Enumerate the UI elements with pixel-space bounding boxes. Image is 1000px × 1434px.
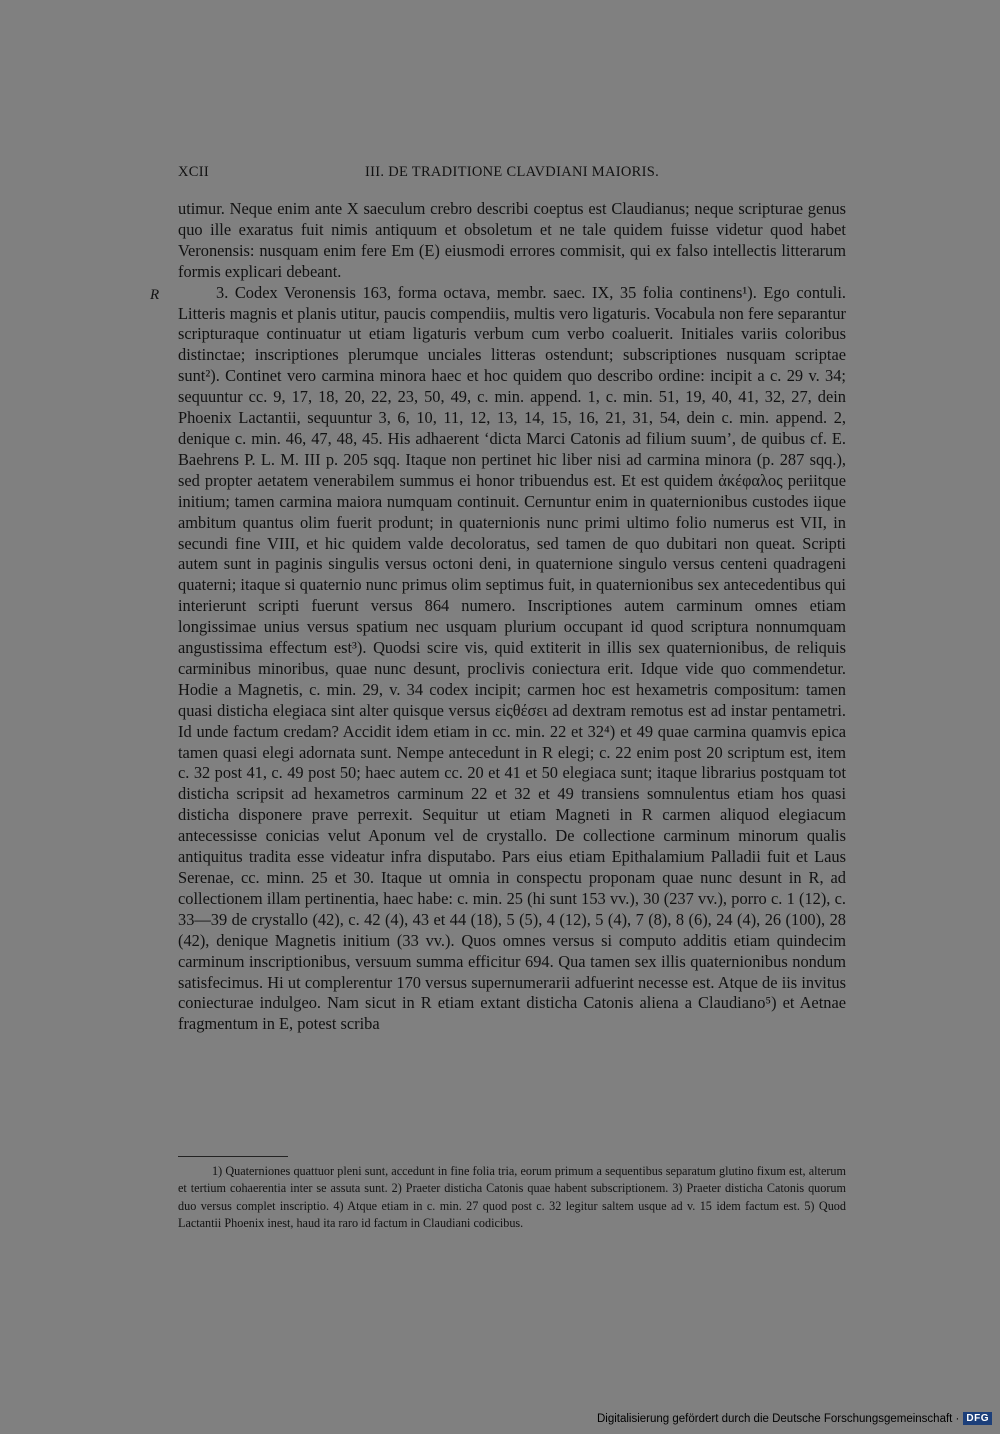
footnotes bbox=[178, 1163, 846, 1233]
footnote-text: 1) Quaterniones quattuor pleni sunt, accedunt in fine folia tria, eorum primum a sequentibus separatum glutino fixum est, alterum et tertium cohaerentia inter se assuta sunt. 2) Praeter disticha Catonis quae habent subscriptionem. 3) Praeter disticha Catonis quorum duo versus complet inscriptio. 4) Atque etiam in c. min. 27 quod post c. 32 legitur saltem usque ad v. 15 idem factum est. 5) Quod Lactantii Phoenix inest, haud ita raro id factum in Claudiani codicibus. bbox=[178, 1164, 846, 1231]
digitization-credit bbox=[597, 1412, 992, 1425]
body-text bbox=[178, 199, 846, 1035]
credit-text: Digitalisierung gefördert durch die Deutsche Forschungsgemeinschaft · bbox=[596, 1412, 960, 1425]
chapter-title: III. DE TRADITIONE CLAVDIANI MAIORIS. bbox=[364, 164, 660, 180]
dfg-logo-icon: DFG bbox=[963, 1412, 992, 1425]
page-number: XCII bbox=[178, 164, 209, 180]
footnote-divider bbox=[178, 1156, 288, 1157]
paragraph: 3. Codex Veronensis 163, forma octava, membr. saec. IX, 35 folia continens¹). Ego contuli. Litteris magnis et planis utitur, paucis compendiis, multis vero ligaturis. Vocabula non fere separantur scripturaque continuatur ut etiam ligaturis verbum cum verbo coaluerit. Initiales variis coloribus distinctae; inscriptiones plerumque unciales litteras ostendunt; subscriptiones nusquam scriptae sunt²). Continet vero carmina minora haec et hoc quidem quo describo ordine: incipit a c. 29 v. 34; sequuntur cc. 9, 17, 18, 20, 22, 23, 50, 49, c. min. append. 1, c. min. 51, 19, 40, 41, 32, 27, dein Phoenix Lactantii, sequuntur 3, 6, 10, 11, 12, 13, 14, 15, 16, 21, 31, 54, dein c. min. append. 2, denique c. min. 46, 47, 48, 45. His adhaerent ‘dicta Marci Catonis ad filium suum’, de quibus cf. E. Baehrens P. L. M. III p. 205 sqq. Itaque non pertinet hic liber nisi ad carmina minora (p. 287 sqq.), sed propter aetatem venerabilem summus ei honor tribuendus est. Et est quidem ἀκέφαλος periitque initium; tamen carmina maiora numquam continuit. Cernuntur enim in quaternionibus custodes iique ambitum quantus olim fuerit produnt; in quaternionis nunc primi ultimo folio numerus est VII, in secundi fine VIII, et hic quidem valde decoloratus, sed tamen de quo dubitari non queat. Scripti autem sunt in paginis singulis versus octoni deni, in quaternione singulo versus centeni quadrageni quaterni; itaque si quaternio nunc primus olim septimus fuit, in quaternionibus sex antecedentibus qui interierunt scripti fuerunt versus 864 numero. Inscriptiones autem carminum omnes etiam longissimae unius versus spatium nec usquam plurium occupant id quod scriptura nonnumquam angustissima effectum est³). Quodsi scire vis, quid extiterit in illis sex quaternionibus, de reliquis carminibus minoribus, quae nunc desunt, proclivis coniectura erit. Idque vide quo commendetur. Hodie a Magnetis, c. min. 29, v. 34 codex incipit; carmen hoc est hexametris compositum: tamen quasi disticha elegiaca sint alter quisque versus εἰςθέσει ad dextram remotus est ad instar pentametri. Id unde factum credam? Accidit idem etiam in cc. min. 22 et 32⁴) et 49 quae carmina quamvis epica tamen quasi elegi adornata sunt. Nempe antecedunt in R elegi; c. 22 enim post 20 scriptum est, item c. 32 post 41, c. 49 post 50; haec autem cc. 20 et 41 et 50 elegiaca sunt; itaque librarius postquam tot disticha scripsit ad hexametros carminum 22 et 32 et 49 transiens somnulentus etiam hos quasi disticha disponere prave perrexit. Sequitur ut etiam Magneti in R carmen aliquod elegiacum antecessisse conicias velut Aponum vel de crystallo. De collectione carminum minorum qualis antiquitus tradita esse videatur infra disputabo. Pars eius etiam Epithalamium Palladii fuit et Laus Serenae, cc. minn. 25 et 30. Itaque ut omnia in conspectu proponam quae nunc desunt in R, ad collectionem illam pertinentia, haec habe: c. min. 25 (hi sunt 153 vv.), 30 (237 vv.), porro c. 1 (12), c. 33—39 de crystallo (42), c. 42 (4), 43 et 44 (18), 5 (5), 4 (12), 5 (4), 7 (8), 8 (6), 24 (4), 26 (100), 28 (42), denique Magnetis initium (33 vv.). Quos omnes versus si computo additis etiam quindecim carminum inscriptionibus, versuum summa efficitur 694. Qua tamen sex illis quaternionibus nondum satisfecimus. Hi ut complerentur 170 versus supernumerarii adfuerint necesse est. Atque de iis invitus coniecturae indulgeo. Nam sicut in R etiam extant disticha Catonis aliena a Claudiano⁵) et Aetnae fragmentum in E, potest scriba bbox=[178, 282, 846, 1034]
paragraph: utimur. Neque enim ante X saeculum crebro describi coeptus est Claudianus; neque scripturae genus quo ille exaratus fuit nimis antiquum et obsoletum et ne tale quidem fuisse videtur quod habet Veronensis: nusquam enim fere Em (E) eiusmodi errores commisit, qui ex falso intellectis litterarum formis explicari debeant. bbox=[178, 199, 846, 281]
margin-siglum: R bbox=[150, 287, 160, 303]
